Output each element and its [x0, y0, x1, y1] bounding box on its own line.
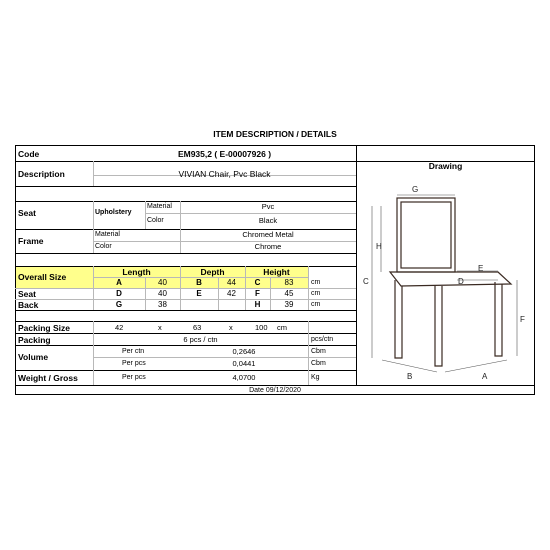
drawing-letter-d: D — [458, 277, 464, 286]
packing-size-x1: x — [158, 323, 162, 332]
weight-label: Weight / Gross — [18, 373, 78, 383]
overall-size-label: Overall Size — [18, 272, 67, 282]
dimension-row-label: Seat — [18, 289, 36, 299]
chair-drawing — [357, 176, 534, 384]
frame-color-label: Color — [95, 243, 112, 250]
packing-label: Packing — [18, 335, 51, 345]
packing-size-x2: x — [229, 323, 233, 332]
upholstery-label: Upholstery — [95, 209, 132, 216]
packing-size-unit: cm — [277, 323, 287, 332]
dim-letter-a: A — [116, 278, 122, 287]
dim-unit: cm — [311, 301, 321, 308]
dim-value-g: 38 — [158, 300, 167, 309]
drawing-label: Drawing — [428, 161, 463, 171]
dimension-row-label: Back — [18, 300, 39, 310]
frame-material-value: Chromed Metal — [242, 230, 294, 239]
drawing-letter-g: G — [412, 185, 419, 194]
seat-color-label: Color — [147, 217, 164, 224]
code-label: Code — [18, 149, 40, 159]
dim-value-b: 44 — [227, 278, 236, 287]
seat-color-value: Black — [258, 216, 278, 225]
volume-per-pcs-unit: Cbm — [311, 360, 326, 367]
weight-per-pcs-label: Per pcs — [122, 374, 146, 381]
volume-per-ctn-unit: Cbm — [311, 348, 326, 355]
length-header: Length — [122, 267, 151, 277]
code-value: EM935,2 ( E-00007926 ) — [177, 149, 272, 159]
dim-letter-c: C — [254, 278, 261, 287]
packing-size-b: 63 — [193, 323, 202, 332]
page-title: ITEM DESCRIPTION / DETAILS — [213, 129, 337, 139]
dim-value-d: 40 — [158, 289, 167, 298]
drawing-letter-b: B — [407, 372, 413, 381]
volume-per-ctn-value: 0,2646 — [232, 347, 256, 356]
drawing-letter-f: F — [520, 315, 525, 324]
dim-letter-g: G — [115, 300, 123, 309]
drawing-letter-a: A — [482, 372, 488, 381]
packing-value: 6 pcs / ctn — [183, 335, 218, 344]
dim-letter-h: H — [254, 300, 261, 309]
dim-value-c: 83 — [284, 278, 294, 287]
packing-size-label: Packing Size — [18, 323, 70, 333]
packing-size-c: 100 — [255, 323, 268, 332]
dim-unit: cm — [311, 290, 321, 297]
description-value: VIVIAN Chair, Pvc Black — [178, 169, 271, 179]
dim-letter-e: E — [196, 289, 202, 298]
dim-letter-f: F — [255, 289, 260, 298]
volume-per-pcs-value: 0,0441 — [232, 359, 256, 368]
dim-value-h: 39 — [284, 300, 294, 309]
frame-color-value: Chrome — [254, 242, 282, 251]
volume-label: Volume — [18, 352, 49, 362]
description-label: Description — [18, 169, 65, 179]
volume-per-ctn-label: Per ctn — [122, 348, 145, 355]
dim-value-e: 42 — [227, 289, 236, 298]
dim-unit: cm — [311, 279, 321, 286]
height-header: Height — [263, 267, 290, 277]
dim-letter-b: B — [196, 278, 202, 287]
drawing-letter-h: H — [376, 242, 382, 251]
weight-value: 4,0700 — [232, 373, 256, 382]
dim-letter-d: D — [116, 289, 122, 298]
seat-material-label: Material — [147, 203, 172, 210]
frame-material-label: Material — [95, 231, 120, 238]
depth-header: Depth — [200, 267, 225, 277]
volume-per-pcs-label: Per pcs — [122, 360, 146, 367]
frame-label: Frame — [18, 236, 44, 246]
weight-unit: Kg — [311, 374, 320, 381]
seat-material-value: Pvc — [261, 202, 275, 211]
packing-size-a: 42 — [115, 323, 124, 332]
date-stamp: Date 09/12/2020 — [249, 387, 301, 394]
drawing-letter-e: E — [478, 264, 484, 273]
dim-value-a: 40 — [158, 278, 167, 287]
drawing-letter-c: C — [363, 277, 369, 286]
packing-unit: pcs/ctn — [311, 336, 334, 343]
seat-label: Seat — [18, 208, 36, 218]
dim-value-f: 45 — [284, 289, 294, 298]
